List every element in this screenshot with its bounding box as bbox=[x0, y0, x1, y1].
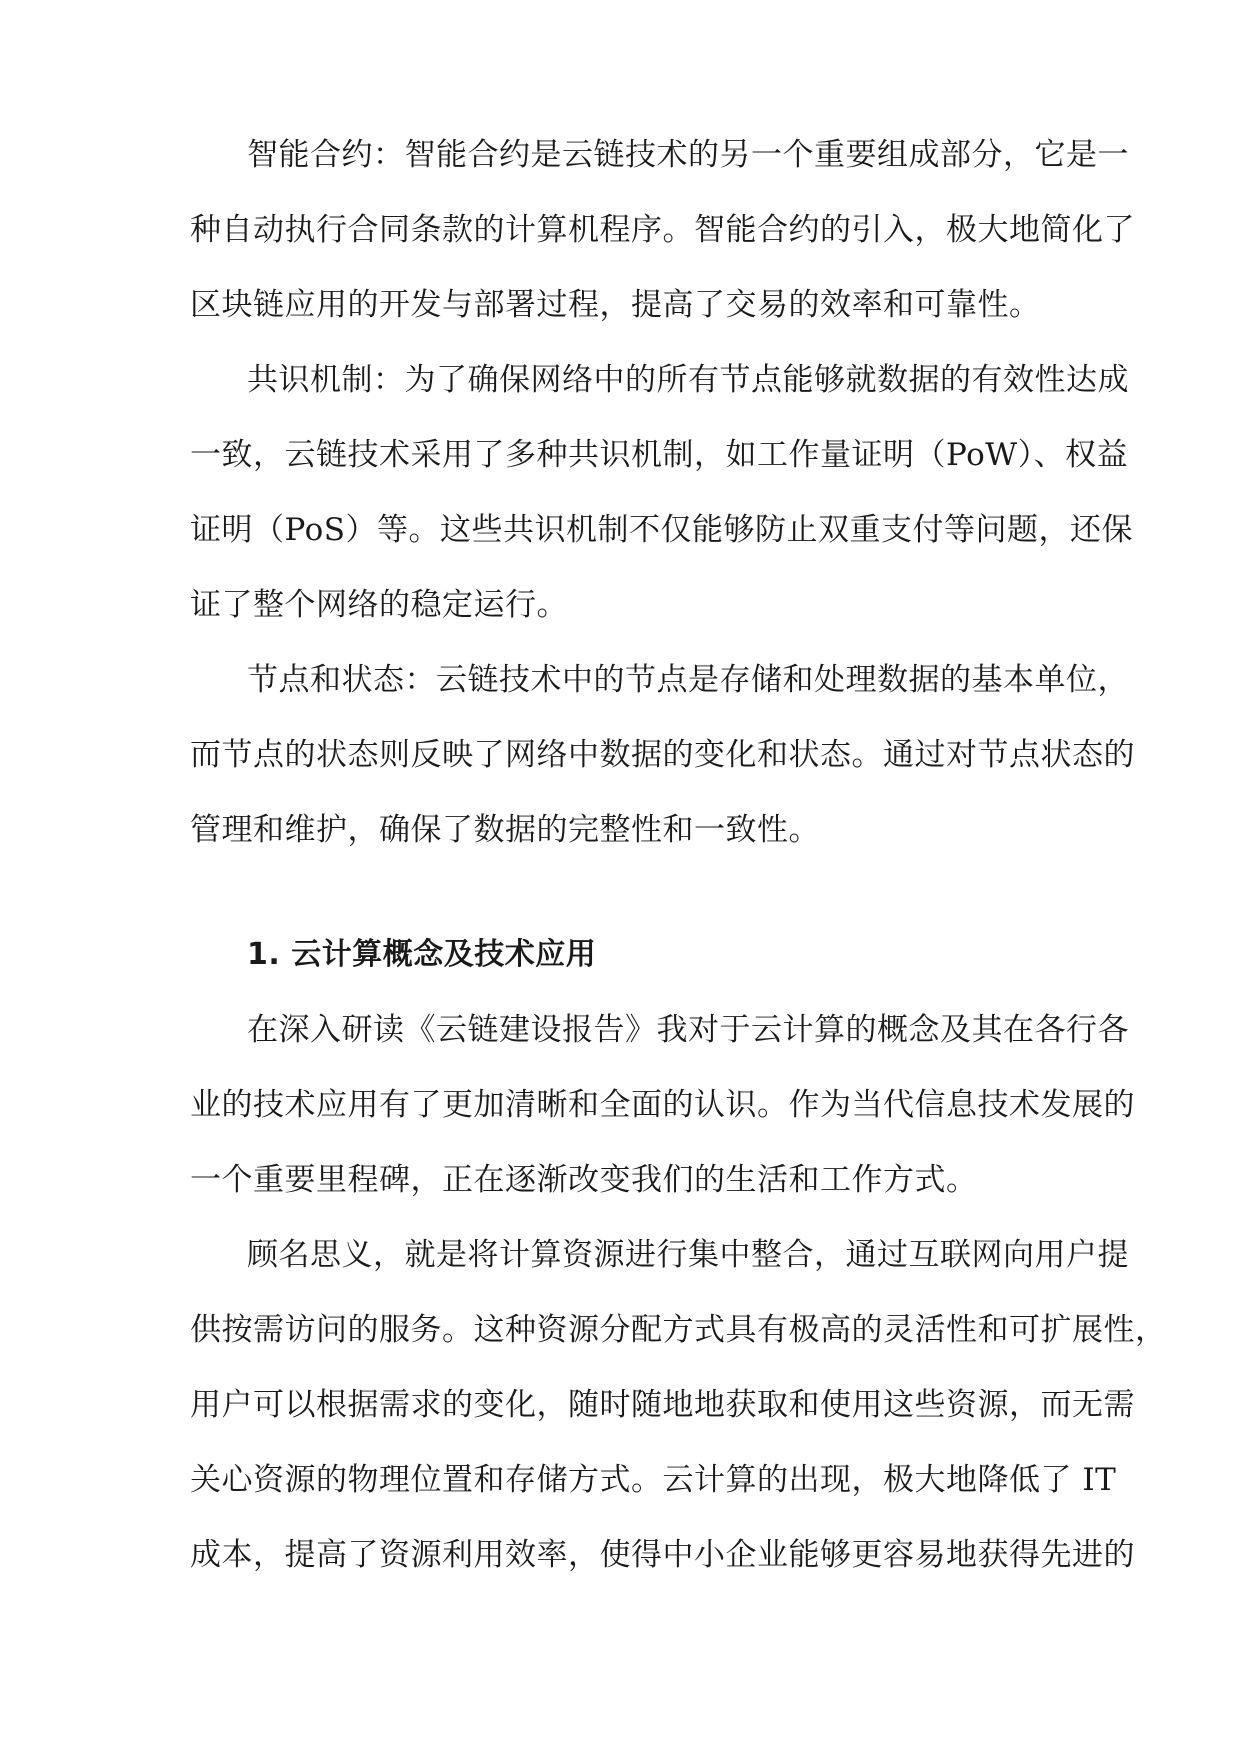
paragraph-line: 业的技术应用有了更加清晰和全面的认识。作为当代信息技术发展的 bbox=[190, 1087, 1135, 1123]
paragraph-line: 一个重要里程碑，正在逐渐改变我们的生活和工作方式。 bbox=[190, 1162, 978, 1198]
paragraph-line: 证了整个网络的稳定运行。 bbox=[190, 587, 568, 623]
paragraph-line: 顾名思义，就是将计算资源进行集中整合，通过互联网向用户提 bbox=[247, 1237, 1129, 1273]
paragraph-line: 种自动执行合同条款的计算机程序。智能合约的引入，极大地简化了 bbox=[190, 212, 1135, 248]
paragraph-line: 而节点的状态则反映了网络中数据的变化和状态。通过对节点状态的 bbox=[190, 737, 1135, 773]
paragraph-line: 节点和状态：云链技术中的节点是存储和处理数据的基本单位， bbox=[247, 662, 1129, 698]
section-heading: 1. 云计算概念及技术应用 bbox=[247, 937, 597, 972]
paragraph-line: 用户可以根据需求的变化，随时随地地获取和使用这些资源，而无需 bbox=[190, 1387, 1135, 1423]
paragraph-line: 管理和维护，确保了数据的完整性和一致性。 bbox=[190, 812, 820, 848]
paragraph-line: 区块链应用的开发与部署过程，提高了交易的效率和可靠性。 bbox=[190, 287, 1041, 323]
paragraph-line: 智能合约：智能合约是云链技术的另一个重要组成部分，它是一 bbox=[247, 137, 1129, 173]
paragraph-line: 一致，云链技术采用了多种共识机制，如工作量证明（PoW）、权益 bbox=[190, 437, 1129, 473]
paragraph-line: 成本，提高了资源利用效率，使得中小企业能够更容易地获得先进的 bbox=[190, 1537, 1135, 1573]
paragraph-line: 关心资源的物理位置和存储方式。云计算的出现，极大地降低了 IT bbox=[190, 1462, 1117, 1498]
paragraph-line: 证明（PoS）等。这些共识机制不仅能够防止双重支付等问题，还保 bbox=[190, 512, 1133, 548]
paragraph-line: 供按需访问的服务。这种资源分配方式具有极高的灵活性和可扩展性， bbox=[190, 1312, 1167, 1348]
paragraph-line: 共识机制：为了确保网络中的所有节点能够就数据的有效性达成 bbox=[247, 362, 1129, 398]
paragraph-line: 在深入研读《云链建设报告》我对于云计算的概念及其在各行各 bbox=[247, 1012, 1129, 1048]
